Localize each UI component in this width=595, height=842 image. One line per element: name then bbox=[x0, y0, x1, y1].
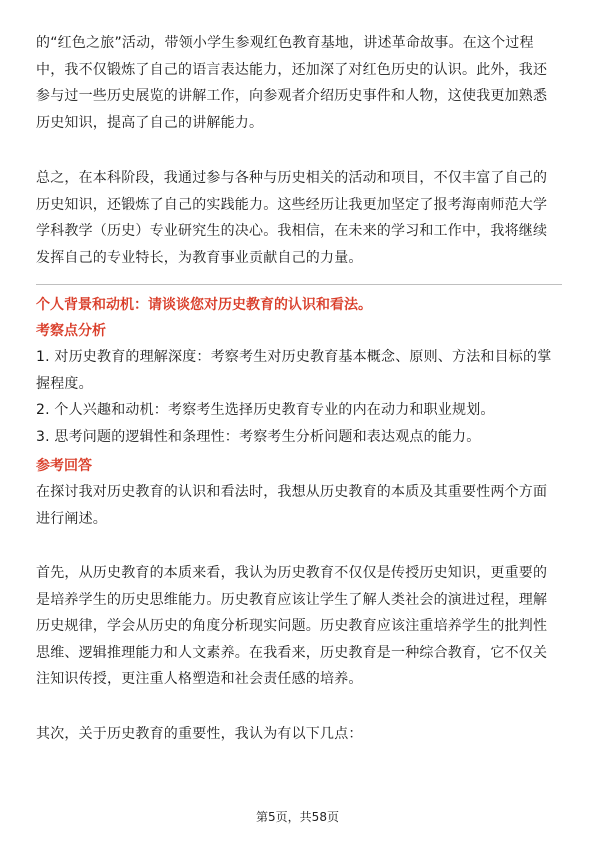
text-line: 进行阐述。 bbox=[36, 510, 107, 527]
spacer bbox=[36, 136, 562, 165]
text-line: 注知识传授，更注重人格塑造和社会责任感的培养。 bbox=[36, 671, 363, 687]
answer-paragraph-3 bbox=[36, 721, 562, 748]
list-item: 3. 思考问题的逻辑性和条理性：考察考生分析问题和表达观点的能力。 bbox=[36, 428, 481, 445]
text-line: 思维、逻辑推理能力和人文素养。在我看来，历史教育是一种综合教育，它不仅关 bbox=[36, 644, 548, 661]
text-line: 参与过一些历史展览的讲解工作，向参观者介绍历史事件和人物，这使我更加熟悉 bbox=[36, 88, 548, 104]
analysis-list bbox=[36, 344, 562, 450]
section-divider bbox=[36, 284, 562, 285]
page-number: 第5页，共58页 bbox=[256, 810, 339, 824]
list-item: 握程度。 bbox=[36, 375, 93, 392]
list-item: 2. 个人兴趣和动机：考察考生选择历史教育专业的内在动力和职业规划。 bbox=[36, 402, 495, 418]
document-page bbox=[36, 30, 562, 747]
text-line: 的“红色之旅”活动，带领小学生参观红色教育基地，讲述革命故事。在这个过程 bbox=[36, 35, 534, 51]
spacer bbox=[36, 693, 562, 721]
text-line: 历史规律，学会从历史的角度分析现实问题。历史教育应该注重培养学生的批判性 bbox=[36, 618, 548, 634]
question-title: 个人背景和动机：请谈谈您对历史教育的认识和看法。 bbox=[36, 297, 372, 313]
answer-paragraph-2 bbox=[36, 560, 562, 693]
spacer bbox=[36, 532, 562, 560]
text-line: 中，我不仅锻炼了自己的语言表达能力，还加深了对红色历史的认识。此外，我还 bbox=[36, 61, 548, 78]
body-paragraph-2 bbox=[36, 165, 562, 271]
text-line: 历史知识，还锻炼了自己的实践能力。这些经历让我更加坚定了报考海南师范大学 bbox=[36, 196, 548, 213]
text-line: 学科教学（历史）专业研究生的决心。我相信，在未来的学习和工作中，我将继续 bbox=[36, 223, 548, 239]
text-line: 总之，在本科阶段，我通过参与各种与历史相关的活动和项目，不仅丰富了自己的 bbox=[36, 170, 548, 186]
text-line: 历史知识，提高了自己的讲解能力。 bbox=[36, 114, 264, 131]
list-item: 1. 对历史教育的理解深度：考察考生对历史教育基本概念、原则、方法和目标的掌 bbox=[36, 349, 552, 365]
body-paragraph-1 bbox=[36, 30, 562, 136]
text-line: 是培养学生的历史思维能力。历史教育应该让学生了解人类社会的演进过程，理解 bbox=[36, 591, 548, 608]
text-line: 发挥自己的专业特长，为教育事业贡献自己的力量。 bbox=[36, 249, 363, 266]
text-line: 在探讨我对历史教育的认识和看法时，我想从历史教育的本质及其重要性两个方面 bbox=[36, 484, 548, 500]
answer-heading: 参考回答 bbox=[36, 458, 92, 474]
answer-paragraph-1 bbox=[36, 479, 562, 532]
text-line: 其次，关于历史教育的重要性，我认为有以下几点： bbox=[36, 725, 363, 742]
analysis-heading: 考察点分析 bbox=[36, 323, 106, 339]
text-line: 首先，从历史教育的本质来看，我认为历史教育不仅仅是传授历史知识，更重要的 bbox=[36, 565, 548, 581]
